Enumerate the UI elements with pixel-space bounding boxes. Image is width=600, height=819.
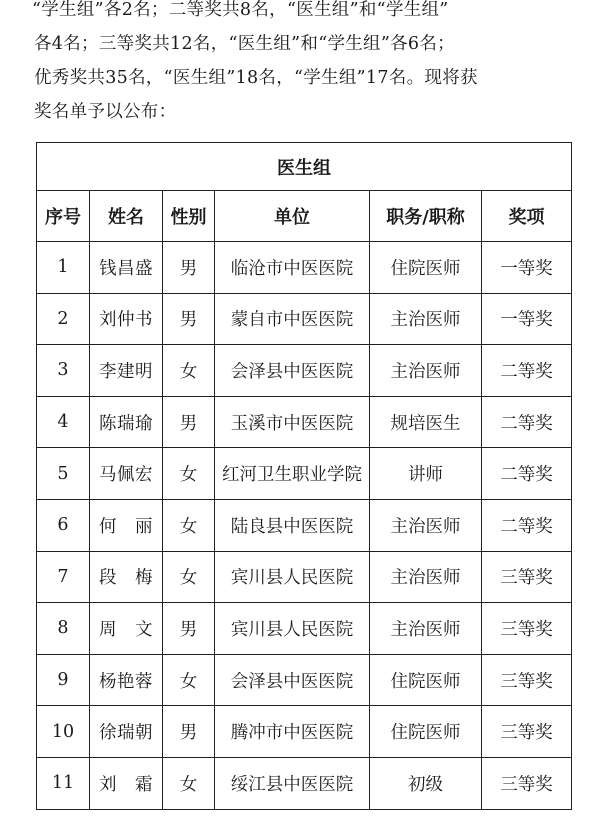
cell-index: 8 <box>37 603 90 655</box>
cell-gender: 女 <box>163 499 215 551</box>
cell-name: 刘 霜 <box>90 757 163 809</box>
cell-award: 二等奖 <box>482 396 572 448</box>
header-title: 职务/职称 <box>370 191 482 242</box>
cell-gender: 女 <box>163 345 215 397</box>
cell-name: 周 文 <box>90 603 163 655</box>
cell-index: 5 <box>37 448 90 500</box>
paragraph-line: 优秀奖共35名，“医生组”18名，“学生组”17名。现将获 <box>34 68 478 88</box>
cell-award: 二等奖 <box>482 499 572 551</box>
cell-index: 6 <box>37 499 90 551</box>
cell-title: 主治医师 <box>370 293 482 345</box>
cell-gender: 男 <box>163 706 215 758</box>
cell-award: 一等奖 <box>482 293 572 345</box>
table-row <box>37 706 572 758</box>
header-unit: 单位 <box>215 191 370 242</box>
cell-index: 4 <box>37 396 90 448</box>
table-row <box>37 603 572 655</box>
cell-title: 住院医师 <box>370 654 482 706</box>
intro-paragraph <box>34 0 590 129</box>
column-header-row <box>37 191 572 242</box>
cell-gender: 男 <box>163 396 215 448</box>
cell-award: 三等奖 <box>482 757 572 809</box>
paragraph-line: 各4名；三等奖共12名，“医生组”和“学生组”各6名； <box>34 34 455 54</box>
table-row <box>37 654 572 706</box>
table-row <box>37 242 572 294</box>
cell-gender: 男 <box>163 242 215 294</box>
paragraph-line: “学生组”各2名；二等奖共8名，“医生组”和“学生组” <box>32 0 449 20</box>
cell-title: 主治医师 <box>370 603 482 655</box>
cell-unit: 蒙自市中医医院 <box>215 293 370 345</box>
cell-gender: 女 <box>163 551 215 603</box>
cell-name: 钱昌盛 <box>90 242 163 294</box>
cell-gender: 男 <box>163 603 215 655</box>
award-table <box>36 142 572 810</box>
cell-gender: 女 <box>163 654 215 706</box>
cell-index: 1 <box>37 242 90 294</box>
cell-title: 住院医师 <box>370 706 482 758</box>
cell-name: 刘仲书 <box>90 293 163 345</box>
cell-name: 段 梅 <box>90 551 163 603</box>
group-title-row <box>37 143 572 191</box>
cell-title: 初级 <box>370 757 482 809</box>
cell-unit: 临沧市中医医院 <box>215 242 370 294</box>
table-row <box>37 345 572 397</box>
cell-unit: 会泽县中医医院 <box>215 654 370 706</box>
cell-award: 一等奖 <box>482 242 572 294</box>
cell-award: 二等奖 <box>482 345 572 397</box>
group-title: 医生组 <box>37 143 572 191</box>
cell-unit: 红河卫生职业学院 <box>215 448 370 500</box>
cell-unit: 宾川县人民医院 <box>215 551 370 603</box>
cell-gender: 女 <box>163 448 215 500</box>
cell-title: 主治医师 <box>370 551 482 603</box>
cell-award: 二等奖 <box>482 448 572 500</box>
header-gender: 性别 <box>163 191 215 242</box>
cell-index: 7 <box>37 551 90 603</box>
header-index: 序号 <box>37 191 90 242</box>
table-row <box>37 448 572 500</box>
cell-name: 何 丽 <box>90 499 163 551</box>
cell-name: 陈瑞瑜 <box>90 396 163 448</box>
table-row <box>37 499 572 551</box>
cell-award: 三等奖 <box>482 551 572 603</box>
cell-name: 杨艳蓉 <box>90 654 163 706</box>
cell-name: 马佩宏 <box>90 448 163 500</box>
cell-unit: 会泽县中医医院 <box>215 345 370 397</box>
cell-title: 主治医师 <box>370 499 482 551</box>
table-row <box>37 293 572 345</box>
cell-title: 讲师 <box>370 448 482 500</box>
cell-award: 三等奖 <box>482 654 572 706</box>
cell-gender: 女 <box>163 757 215 809</box>
table-row <box>37 757 572 809</box>
cell-award: 三等奖 <box>482 706 572 758</box>
cell-index: 11 <box>37 757 90 809</box>
cell-unit: 宾川县人民医院 <box>215 603 370 655</box>
cell-title: 规培医生 <box>370 396 482 448</box>
cell-unit: 绥江县中医医院 <box>215 757 370 809</box>
cell-index: 2 <box>37 293 90 345</box>
cell-name: 徐瑞朝 <box>90 706 163 758</box>
table-body <box>37 242 572 810</box>
header-name: 姓名 <box>90 191 163 242</box>
cell-award: 三等奖 <box>482 603 572 655</box>
header-award: 奖项 <box>482 191 572 242</box>
paragraph-line: 奖名单予以公布： <box>34 102 177 122</box>
cell-index: 9 <box>37 654 90 706</box>
cell-unit: 腾冲市中医医院 <box>215 706 370 758</box>
table-row <box>37 396 572 448</box>
cell-index: 10 <box>37 706 90 758</box>
cell-unit: 玉溪市中医医院 <box>215 396 370 448</box>
cell-unit: 陆良县中医医院 <box>215 499 370 551</box>
table-row <box>37 551 572 603</box>
cell-name: 李建明 <box>90 345 163 397</box>
cell-index: 3 <box>37 345 90 397</box>
cell-gender: 男 <box>163 293 215 345</box>
cell-title: 主治医师 <box>370 345 482 397</box>
cell-title: 住院医师 <box>370 242 482 294</box>
